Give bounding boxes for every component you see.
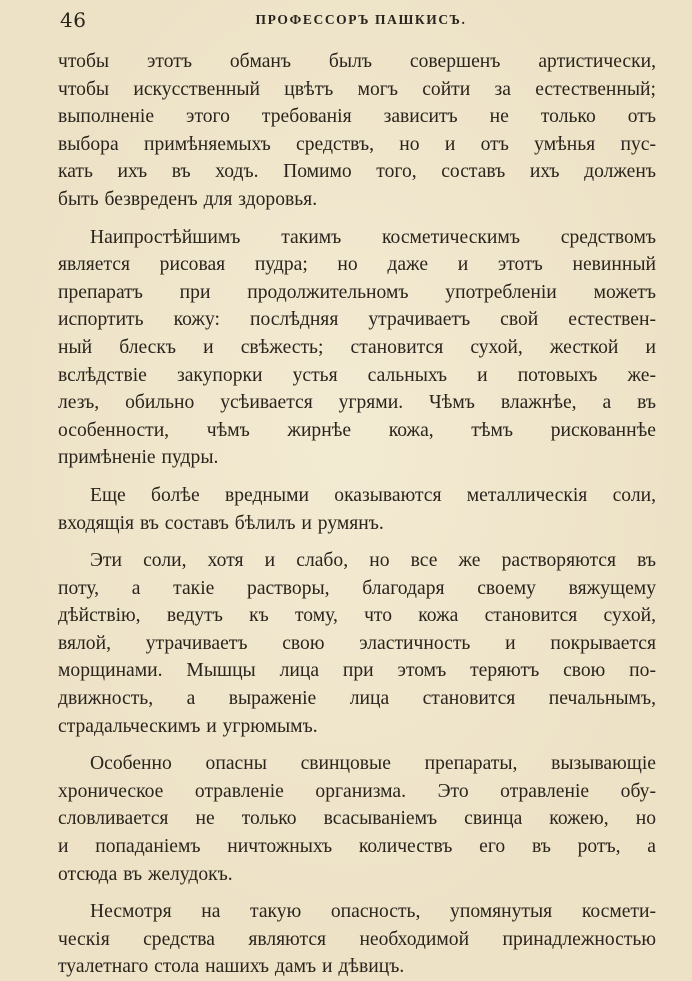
body-text xyxy=(58,48,656,981)
page-header xyxy=(58,8,656,34)
text-line: Наипростѣйшимъ такимъ косметическимъ средствомъ xyxy=(90,226,656,248)
running-head: ПРОФЕССОРЪ ПАШКИСЪ. xyxy=(255,12,467,27)
text-line: примѣненіе пудры. xyxy=(58,447,219,469)
text-line: ческія средства являются необходимой принадлежностью xyxy=(58,928,656,950)
text-line: дѣйствію, ведутъ къ тому, что кожа становится сухой, xyxy=(58,605,656,627)
text-line: словливается не только всасываніемъ свинца кожею, но xyxy=(58,808,656,830)
text-line: морщинами. Мышцы лица при этомъ теряютъ свою по- xyxy=(58,660,656,682)
text-line: особенности, чѣмъ жирнѣе кожа, тѣмъ рискованнѣе xyxy=(58,419,656,441)
paragraph xyxy=(58,750,656,888)
text-line: поту, а такіе растворы, благодаря своему вяжущему xyxy=(58,577,656,599)
text-line: вялой, утрачиваетъ свою эластичность и покрывается xyxy=(58,632,656,654)
text-line: является рисовая пудра; но даже и этотъ невинный xyxy=(58,254,656,276)
text-line: Еще болѣе вредными оказываются металлическія соли, xyxy=(90,484,656,506)
text-line: чтобы этотъ обманъ былъ совершенъ артистически, xyxy=(58,51,656,72)
text-line: Особенно опасны свинцовые препараты, вызывающіе xyxy=(90,753,656,775)
text-line: быть безвреденъ для здоровья. xyxy=(58,188,318,210)
text-line: выбора примѣняемыхъ средствъ, но и отъ умѣнья пус- xyxy=(58,133,656,155)
text-line: хроническое отравленіе организма. Это отравленіе обу- xyxy=(58,780,656,802)
page-number: 46 xyxy=(60,8,87,32)
text-line: входящія въ составъ бѣлилъ и румянъ. xyxy=(58,512,384,534)
text-line: Несмотря на такую опасность, упомянутыя космети- xyxy=(90,901,656,923)
paragraph xyxy=(58,224,656,472)
text-line: вслѣдствіе закупорки устья сальныхъ и потовыхъ же- xyxy=(58,364,656,386)
paragraph xyxy=(58,547,656,740)
text-line: испортить кожу: послѣдняя утрачиваетъ свой естествен- xyxy=(58,309,656,331)
text-line: выполненіе этого требованія зависитъ не только отъ xyxy=(58,106,656,128)
text-line: отсюда въ желудокъ. xyxy=(58,863,233,885)
paragraph xyxy=(58,898,656,981)
text-line: чтобы искусственный цвѣтъ могъ сойти за естественный; xyxy=(58,78,656,100)
text-line: лезъ, обильно усѣивается угрями. Чѣмъ влажнѣе, а въ xyxy=(58,392,656,414)
text-line: Эти соли, хотя и слабо, но все же растворяются въ xyxy=(90,550,656,572)
text-line: страдальческимъ и угрюмымъ. xyxy=(58,715,318,737)
text-line: ный блескъ и свѣжесть; становится сухой, жесткой и xyxy=(58,336,656,358)
text-line: препаратъ при продолжительномъ употребленіи можетъ xyxy=(58,281,656,303)
paragraph xyxy=(58,482,656,537)
text-line: и попаданіемъ ничтожныхъ количествъ его въ ротъ, а xyxy=(58,836,656,858)
paragraph xyxy=(58,48,656,214)
text-line: движность, а выраженіе лица становится печальнымъ, xyxy=(58,688,656,710)
text-line: туалетнаго стола нашихъ дамъ и дѣвицъ. xyxy=(58,956,405,978)
text-line: кать ихъ въ ходъ. Помимо того, составъ ихъ долженъ xyxy=(58,161,656,183)
